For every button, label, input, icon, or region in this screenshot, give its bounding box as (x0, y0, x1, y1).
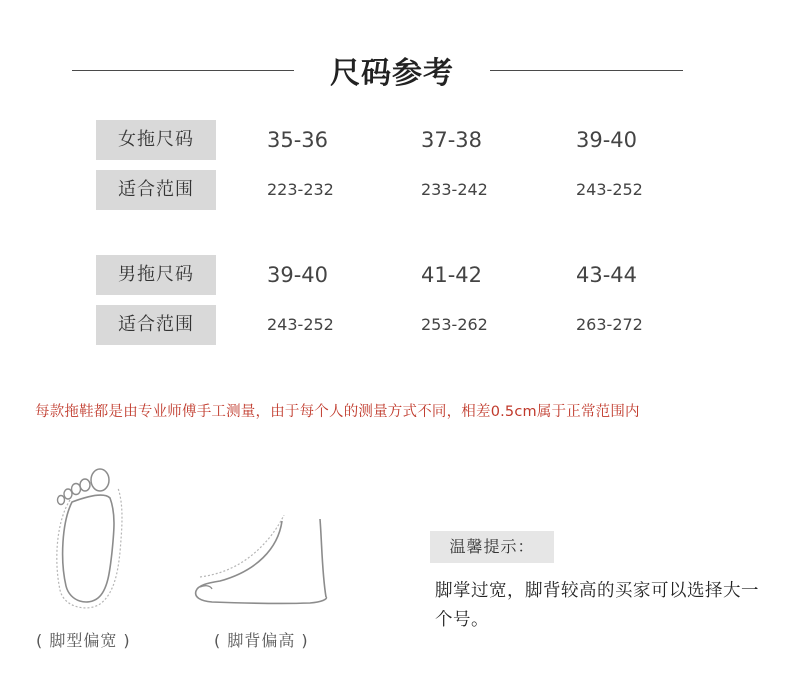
men-range-3: 263-272 (576, 315, 643, 334)
men-size-1: 39-40 (267, 263, 329, 287)
men-size-3: 43-44 (576, 263, 638, 287)
women-range-label: 适合范围 (96, 170, 216, 210)
high-instep-caption: ( 脚背偏高 ) (214, 631, 309, 650)
women-size-1: 35-36 (267, 128, 329, 152)
women-range-3: 243-252 (576, 180, 643, 199)
women-range-1: 223-232 (267, 180, 334, 199)
women-range-2: 233-242 (421, 180, 488, 199)
title-divider-right (490, 70, 683, 71)
women-size-3: 39-40 (576, 128, 638, 152)
men-size-2: 41-42 (421, 263, 483, 287)
men-size-label: 男拖尺码 (96, 255, 216, 295)
men-range-2: 253-262 (421, 315, 488, 334)
men-range-label: 适合范围 (96, 305, 216, 345)
women-range-row (96, 170, 716, 210)
tip-text: 脚掌过宽，脚背较高的买家可以选择大一个号。 (435, 581, 759, 630)
women-size-2: 37-38 (421, 128, 483, 152)
women-size-label: 女拖尺码 (96, 120, 216, 160)
page-title: 尺码参考 (330, 56, 454, 91)
women-size-row (96, 120, 716, 160)
wide-foot-caption: ( 脚型偏宽 ) (36, 631, 131, 650)
men-size-row (96, 255, 716, 295)
men-range-row (96, 305, 716, 345)
measurement-note: 每款拖鞋都是由专业师傅手工测量，由于每个人的测量方式不同，相差0.5cm属于正常范围内 (35, 404, 640, 420)
tip-label: 温馨提示： (430, 531, 554, 563)
foot-side-icon (190, 515, 330, 611)
men-range-1: 243-252 (267, 315, 334, 334)
foot-sole-icon (48, 462, 128, 614)
title-divider-left (72, 70, 294, 71)
title-bar (0, 42, 790, 96)
